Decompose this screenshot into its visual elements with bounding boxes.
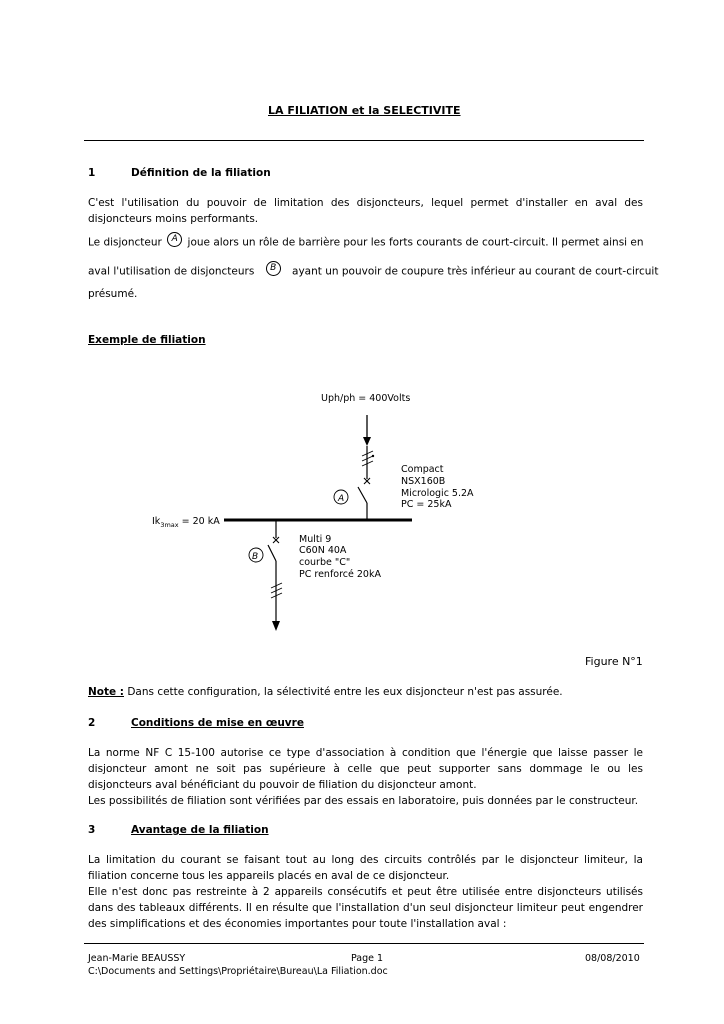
paragraph-definition: C'est l'utilisation du pouvoir de limitation des disjoncteurs, lequel permet d'installer en aval des disjoncteurs moins performants. xyxy=(88,197,643,225)
breaker-b-line-2: C60N 40A xyxy=(299,545,347,556)
section-3-number: 3 xyxy=(88,824,96,836)
breaker-a-line-3: Micrologic 5.2A xyxy=(401,488,474,499)
phase-marks-a-icon xyxy=(362,451,373,466)
paragraph-presumed: présumé. xyxy=(88,288,138,300)
breaker-b-line-3: courbe "C" xyxy=(299,557,351,568)
paragraph-downstream-start: aval l'utilisation de disjoncteurs xyxy=(88,265,255,278)
breaker-a-line-2: NSX160B xyxy=(401,476,446,487)
supply-voltage-label: Uph/ph = 400Volts xyxy=(321,393,411,404)
section-1-title: Définition de la filiation xyxy=(131,167,271,179)
incoming-arrow-icon xyxy=(363,437,371,446)
footer-date: 08/08/2010 xyxy=(585,953,640,964)
breaker-b-line-4: PC renforcé 20kA xyxy=(299,569,381,580)
paragraph-testing: Les possibilités de filiation sont vérifiées par des essais en laboratoire, puis données par le constructeur. xyxy=(88,795,639,807)
breaker-a-contact xyxy=(358,487,367,503)
example-heading: Exemple de filiation xyxy=(88,334,206,346)
marker-a-inline: A xyxy=(167,232,182,247)
page-title: LA FILIATION et la SELECTIVITE xyxy=(268,104,461,117)
breaker-a-line-4: PC = 25kA xyxy=(401,499,452,510)
footer-page: Page 1 xyxy=(351,953,384,964)
paragraph-standard: La norme NF C 15-100 autorise ce type d'association à condition que l'énergie que laisse passer le disjoncteur amont ne soit pas supérieure à celle que peut supporter sans dommage le ou les disjoncteurs aval bénéficiant du pouvoir de filiation du disjoncteur amont. xyxy=(88,747,643,791)
section-1-number: 1 xyxy=(88,167,96,179)
phase-marks-b-icon xyxy=(271,583,282,598)
breaker-b-contact xyxy=(268,545,276,561)
note-text: Dans cette configuration, la sélectivité entre les eux disjoncteur n'est pas assurée. xyxy=(124,686,563,698)
paragraph-limitation: La limitation du courant se faisant tout au long des circuits contrôlés par le disjoncteur limiteur, la filiation concerne tous les appareils placés en aval de ce disjoncteur. xyxy=(88,854,643,882)
note xyxy=(88,686,563,698)
section-2-number: 2 xyxy=(88,717,96,729)
paragraph-downstream-end: ayant un pouvoir de coupure très inférieur au courant de court-circuit xyxy=(292,265,659,278)
ik-prefix: Ik xyxy=(152,516,161,527)
paragraph-barrier-end: joue alors un rôle de barrière pour les forts courants de court-circuit. Il permet ainsi en xyxy=(187,236,644,249)
outgoing-arrow-icon xyxy=(272,621,280,631)
paragraph-barrier-start: Le disjoncteur xyxy=(88,236,162,249)
note-label: Note : xyxy=(88,686,124,698)
ik-subscript: 3max xyxy=(160,521,179,529)
figure-label: Figure N°1 xyxy=(585,655,643,668)
breaker-a-line-1: Compact xyxy=(401,464,444,475)
breaker-b-marker-label: B xyxy=(252,552,259,562)
section-2-title: Conditions de mise en œuvre xyxy=(131,717,304,729)
breaker-b-line-1: Multi 9 xyxy=(299,534,332,545)
section-3-title: Avantage de la filiation xyxy=(131,824,269,836)
breaker-a-marker-label: A xyxy=(338,494,345,504)
ik-label xyxy=(152,516,220,529)
paragraph-advantage: Elle n'est donc pas restreinte à 2 appareils consécutifs et peut être utilisée entre disjoncteurs utilisés dans des tableaux différents. Il en résulte que l'installation d'un seul disjoncteur limiteur peut engendrer des simplifications et des économies importantes pour toute l'installation aval : xyxy=(88,886,643,930)
ik-suffix: = 20 kA xyxy=(178,516,220,527)
marker-b-inline: B xyxy=(266,261,281,276)
footer-divider xyxy=(84,943,644,944)
footer-author: Jean-Marie BEAUSSY xyxy=(88,953,186,964)
footer-path: C:\Documents and Settings\Propriétaire\Bureau\La Filiation.doc xyxy=(88,966,388,977)
